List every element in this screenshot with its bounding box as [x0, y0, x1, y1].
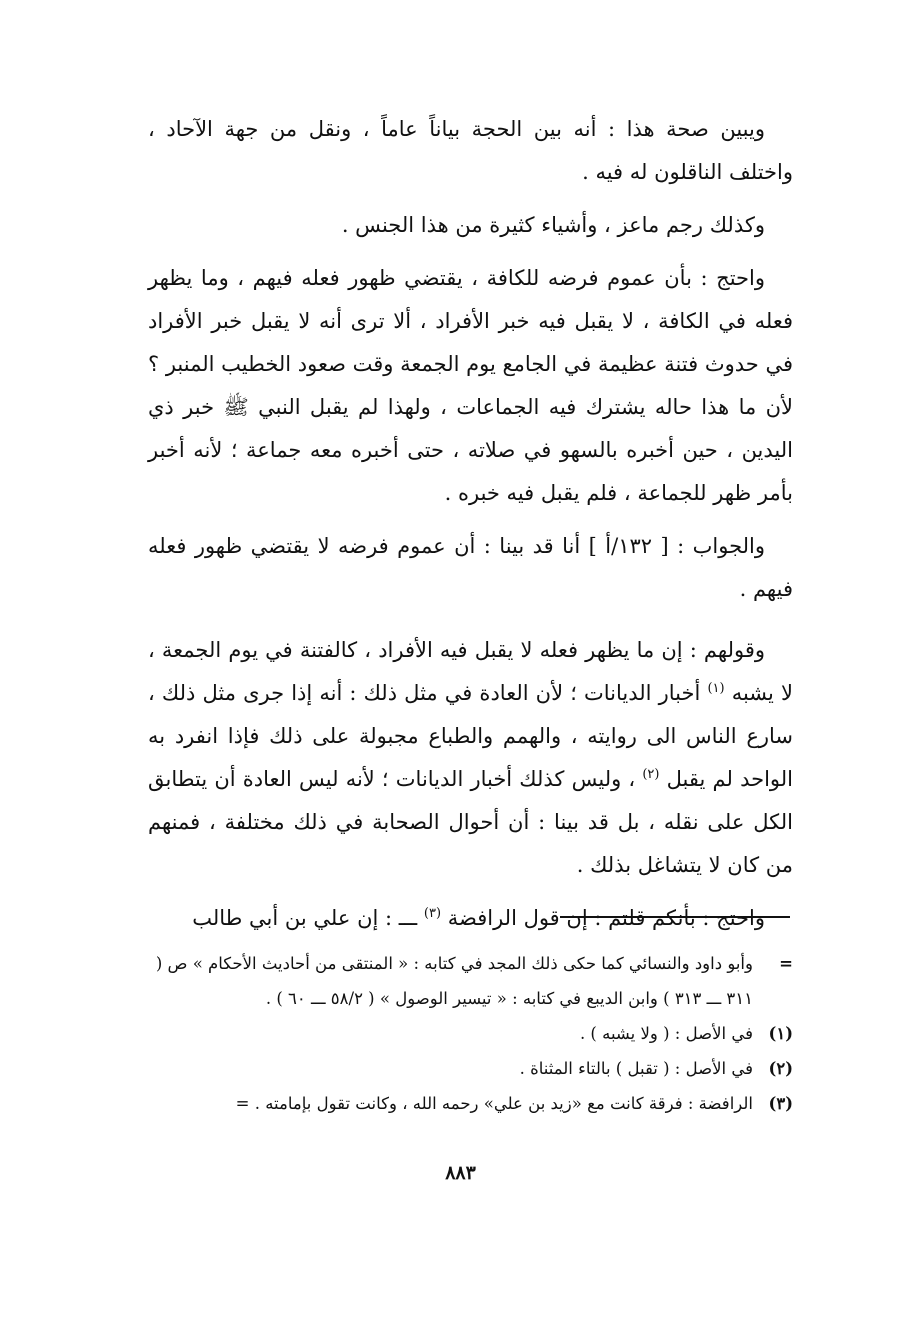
footnote-2	[148, 1051, 793, 1086]
paragraph-6-part-1: واحتج : بأنكم قلتم : إن قول الرافضة	[447, 906, 765, 930]
footnote-separator	[560, 916, 790, 918]
page-number: ٨٨٣	[445, 1162, 476, 1184]
paragraph-3: واحتج : بأن عموم فرضه للكافة ، يقتضي ظهور فعله فيهم ، وما يظهر فعله في الكافة ، لا يقبل فيه خبر الأفراد ، ألا ترى أنه لا يقبل خبر الأفراد في حدوث فتنة عظيمة في الجامع يوم الجمعة وقت صعود الخطيب المنبر ؟ لأن ما هذا حاله يشترك فيه الجماعات ، ولهذا لم يقبل النبي ﷺ خبر ذي اليدين ، حين أخبره بالسهو في صلاته ، حتى أخبره معه جماعة ؛ لأنه أخبر بأمر ظهر للجماعة ، فلم يقبل فيه خبره .	[148, 266, 793, 505]
footnote-ref-2: (٢)	[642, 767, 660, 782]
footnote-marker: (١)	[768, 1024, 793, 1043]
paragraph-5-part-1: وقولهم : إن ما يظهر فعله لا يقبل فيه الأفراد ، كالفتنة في يوم الجمعة ، لا يشبه	[148, 638, 793, 705]
paragraph-1: ويبين صحة هذا : أنه بين الحجة بياناً عاماً ، ونقل من جهة الآحاد ، واختلف الناقلون له فيه .	[148, 117, 793, 184]
footnote-text: في الأصل : ( ولا يشبه ) .	[579, 1024, 753, 1043]
footnote-marker: (٢)	[768, 1059, 793, 1078]
footnote-text: وأبو داود والنسائي كما حكى ذلك المجد في كتابه : « المنتقى من أحاديث الأحكام » ص ( ٣١١ ـــ ٣١٣ ) وابن الديبع في كتابه : « تيسير الوصول » ( ٥٨/٢ ـــ ٦٠ ) .	[155, 954, 753, 1008]
paragraph-6	[148, 897, 793, 940]
footnote-ref-1: (١)	[707, 681, 725, 696]
footnote-marker: =	[779, 954, 793, 973]
paragraph-4: والجواب : [ ١٣٢/أ ] أنا قد بينا : أن عموم فرضه لا يقتضي ظهور فعله فيهم .	[148, 534, 793, 601]
footnote-continuation	[148, 946, 793, 1016]
footnotes	[148, 946, 793, 1121]
footnote-marker: (٣)	[768, 1094, 793, 1113]
footnote-1	[148, 1016, 793, 1051]
paragraph-2: وكذلك رجم ماعز ، وأشياء كثيرة من هذا الجنس .	[341, 213, 765, 237]
footnote-text: في الأصل : ( تقبل ) بالتاء المثناة .	[519, 1059, 753, 1078]
main-text	[148, 108, 793, 950]
footnote-text: الرافضة : فرقة كانت مع «زيد بن علي» رحمه الله ، وكانت تقول بإمامته . =	[235, 1094, 753, 1113]
paragraph-5-part-3: ، وليس كذلك أخبار الديانات ؛ لأنه ليس العادة أن يتطابق الكل على نقله ، بل قد بينا : أن أحوال الصحابة في ذلك مختلفة ، فمنهم من كان لا يتشاغل بذلك .	[148, 767, 793, 877]
footnote-3	[148, 1086, 793, 1121]
paragraph-5-part-2: أخبار الديانات ؛ لأن العادة في مثل ذلك : أنه إذا جرى مثل ذلك ، سارع الناس الى روايته ، والهمم والطباع مجبولة على ذلك فإذا انفرد به الواحد لم يقبل	[148, 681, 793, 791]
paragraph-6-part-2: ـــ : إن علي بن أبي طالب	[192, 906, 418, 930]
paragraph-5	[148, 629, 793, 887]
footnote-ref-3: (٣)	[423, 906, 442, 921]
